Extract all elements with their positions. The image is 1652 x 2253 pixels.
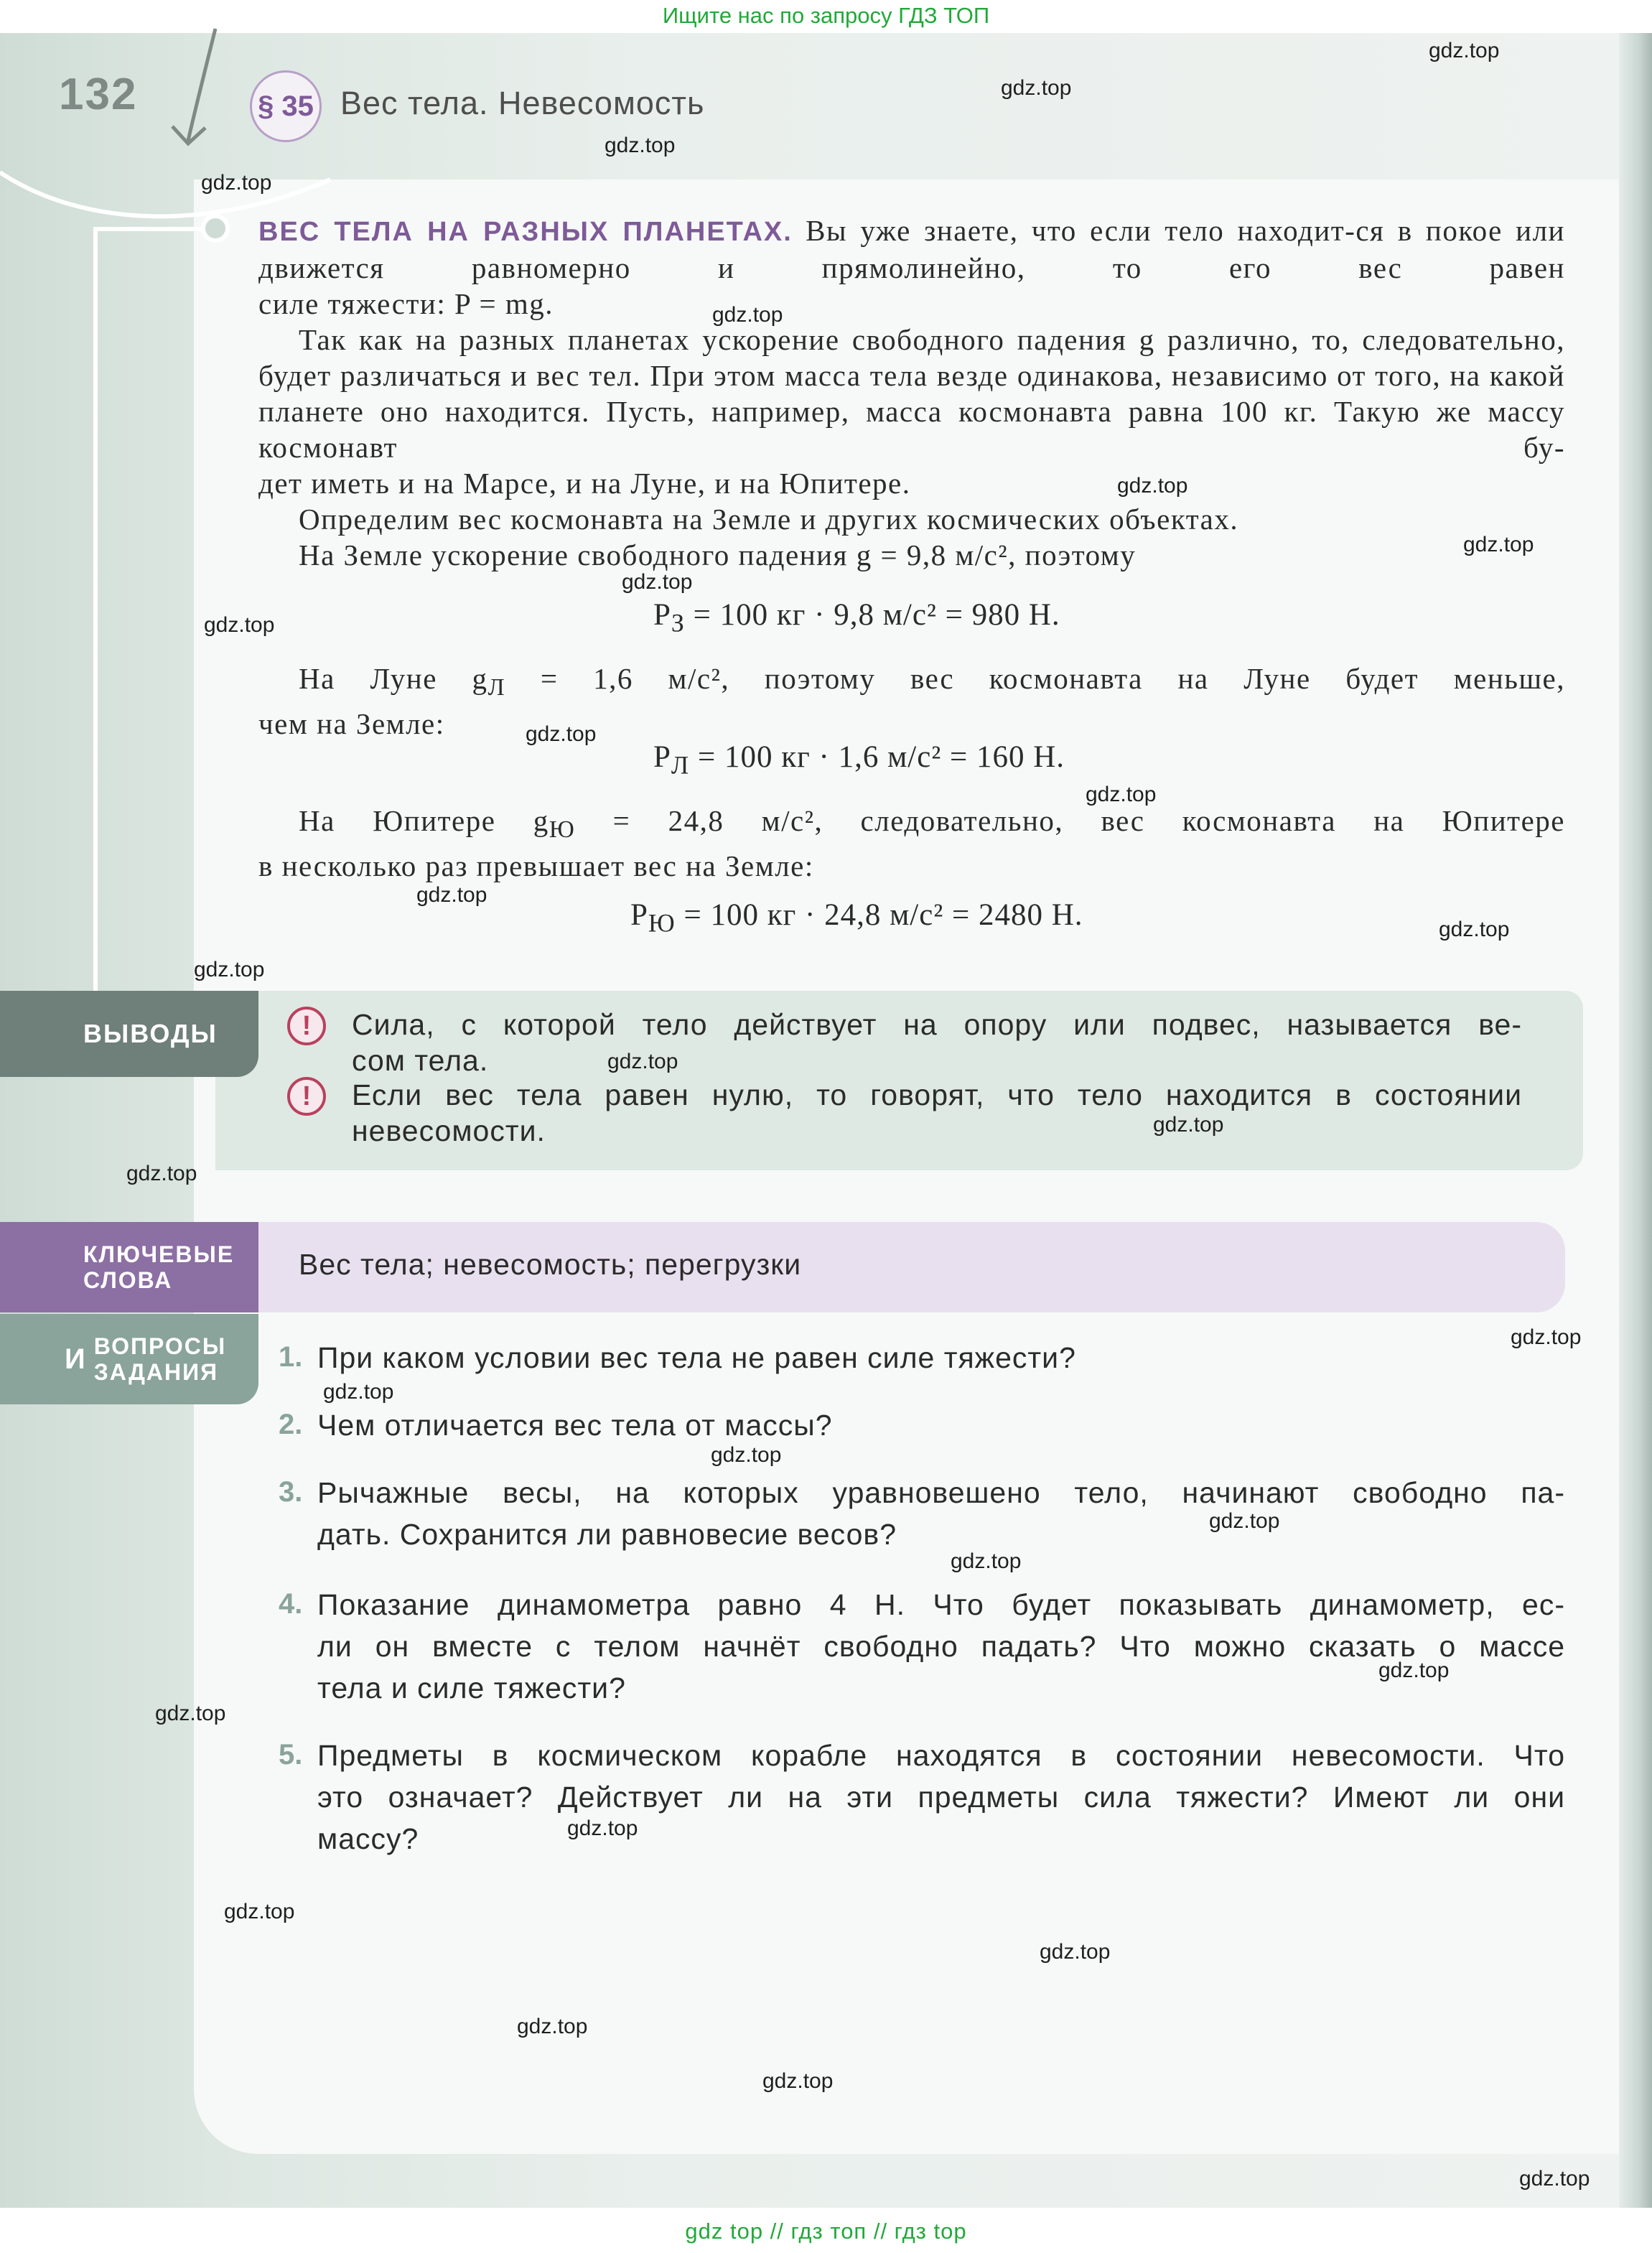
question-2 <box>317 1404 1565 1446</box>
guide-line-horizontal <box>93 227 208 231</box>
keywords-tab-line-2: СЛОВА <box>83 1267 173 1293</box>
watermark: gdz.top <box>1519 2167 1590 2191</box>
conclusion-2-line-1: Если вес тела равен нулю, то говорят, что тело находится в состоянии <box>352 1078 1522 1111</box>
watermark: gdz.top <box>194 958 265 981</box>
guide-line <box>93 227 98 1002</box>
question-4 <box>317 1584 1565 1709</box>
watermark: gdz.top <box>1463 533 1534 556</box>
guide-dot <box>201 214 230 243</box>
question-2-number: 2. <box>279 1409 303 1440</box>
question-5-line-2: это означает? Действует ли на эти предметы сила тяжести? Имеют ли они <box>317 1781 1565 1814</box>
watermark: gdz.top <box>1439 918 1510 941</box>
watermark: gdz.top <box>1086 783 1157 806</box>
watermark: gdz.top <box>622 570 693 594</box>
watermark: gdz.top <box>712 303 783 327</box>
paragraph-2-last-line: дет иметь и на Марсе, и на Луне, и на Юпитере. <box>258 467 911 500</box>
watermark: gdz.top <box>1378 1659 1450 1682</box>
formula-jupiter: $P_Ю = 100$ кг · 24,8 м/с² = 2480 Н. <box>630 898 1083 938</box>
paragraph-5-last-line: чем на Земле: <box>258 707 445 741</box>
question-5-line-3: массу? <box>317 1822 419 1855</box>
watermark: gdz.top <box>1429 39 1500 62</box>
watermark: gdz.top <box>1209 1509 1280 1533</box>
footer-links[interactable]: gdz top // гдз топ // гдз top <box>685 2219 967 2244</box>
conclusion-2-line-2: невесомости. <box>352 1114 546 1147</box>
exclamation-icon: ! <box>287 1077 326 1116</box>
watermark: gdz.top <box>1040 1940 1111 1964</box>
formula-moon: $P_Л = 100$ кг · 1,6 м/с² = 160 Н. <box>653 740 1065 780</box>
watermark: gdz.top <box>1117 474 1188 498</box>
conclusion-1 <box>352 1007 1522 1078</box>
keywords-tab <box>0 1222 258 1312</box>
conclusion-2 <box>352 1077 1522 1149</box>
watermark: gdz.top <box>567 1816 638 1840</box>
watermark: gdz.top <box>517 2015 588 2038</box>
paragraph-5-text: На Луне $g_Л = 1,6$ м/с², поэтому вес космонавта на Луне будет меньше, <box>299 662 1565 701</box>
watermark: gdz.top <box>201 171 272 195</box>
watermark: gdz.top <box>1511 1325 1582 1349</box>
watermark: gdz.top <box>951 1549 1022 1573</box>
question-1-number: 1. <box>279 1341 303 1373</box>
question-5-number: 5. <box>279 1739 303 1771</box>
page-edge <box>1619 29 1652 2211</box>
question-4-line-3: тела и силе тяжести? <box>317 1671 626 1704</box>
watermark: gdz.top <box>416 883 487 907</box>
question-5-line-1: Предметы в космическом корабле находятся в состоянии невесомости. Что <box>317 1739 1565 1772</box>
question-5 <box>317 1735 1565 1860</box>
paragraph-4: На Земле ускорение свободного падения g = 9,8 м/с², поэтому <box>299 538 1137 572</box>
paragraph-6 <box>258 803 1565 884</box>
watermark: gdz.top <box>224 1900 295 1923</box>
paragraph-1 <box>258 213 1565 322</box>
section-title: Вес тела. Невесомость <box>340 85 705 121</box>
exclamation-icon: ! <box>287 1007 326 1045</box>
question-4-number: 4. <box>279 1588 303 1620</box>
paragraph-2-text: Так как на разных планетах ускорение свободного падения g различно, то, следовательно, будет различаться и вес тел. При этом масса тела везде одинакова, независимо от того, на какой планете оно находится. Пусть, например, масса космонавта равна 100 кг. Такую же массу космонавт бу- <box>258 323 1565 464</box>
watermark: gdz.top <box>605 134 676 157</box>
watermark: gdz.top <box>711 1443 782 1467</box>
paragraph-5 <box>258 661 1565 742</box>
question-1-line-1: При каком условии вес тела не равен силе тяжести? <box>317 1341 1076 1374</box>
watermark: gdz.top <box>607 1050 678 1073</box>
formula-earth: $P_З = 100$ кг · 9,8 м/с² = 980 Н. <box>653 598 1060 638</box>
watermark: gdz.top <box>126 1162 197 1185</box>
questions-tab-and: И <box>65 1343 87 1375</box>
page-number: 132 <box>59 70 138 119</box>
top-banner[interactable]: Ищите нас по запросу ГДЗ ТОП <box>662 3 990 28</box>
paragraph-6-last-line: в несколько раз превышает вес на Земле: <box>258 849 814 883</box>
keywords-text: Вес тела; невесомость; перегрузки <box>299 1248 802 1281</box>
paragraph-1-text: Вы уже знаете, что если тело находит-ся в покое или движется равномерно и прямолинейно, то его вес равен <box>258 214 1565 284</box>
watermark: gdz.top <box>526 722 597 746</box>
topic-heading: ВЕС ТЕЛА НА РАЗНЫХ ПЛАНЕТАХ. <box>258 217 793 247</box>
question-1 <box>317 1337 1565 1379</box>
watermark: gdz.top <box>155 1702 226 1725</box>
questions-tab-line-2: ЗАДАНИЯ <box>93 1359 219 1385</box>
watermark: gdz.top <box>1001 76 1072 100</box>
paragraph-2 <box>258 322 1565 501</box>
section-badge: § 35 <box>250 70 322 142</box>
question-3-line-1: Рычажные весы, на которых уравновешено тело, начинают свободно па- <box>317 1476 1565 1509</box>
watermark: gdz.top <box>323 1380 394 1404</box>
watermark: gdz.top <box>204 613 275 637</box>
paragraph-6-text: На Юпитере $g_Ю = 24,8$ м/с², следовательно, вес космонавта на Юпитере <box>299 804 1565 844</box>
paragraph-3: Определим вес космонавта на Земле и других космических объектах. <box>299 503 1239 536</box>
paragraph-1-last-line: силе тяжести: P = mg. <box>258 287 554 320</box>
question-3 <box>317 1472 1565 1555</box>
question-2-line-1: Чем отличается вес тела от массы? <box>317 1409 833 1442</box>
conclusions-tab: ВЫВОДЫ <box>0 991 258 1077</box>
question-3-number: 3. <box>279 1476 303 1508</box>
watermark: gdz.top <box>762 2069 834 2093</box>
questions-tab-line-1: ВОПРОСЫ <box>93 1333 227 1359</box>
keywords-tab-line-1: КЛЮЧЕВЫЕ <box>83 1241 235 1267</box>
question-4-line-2: ли он вместе с телом начнёт свободно падать? Что можно сказать о массе <box>317 1630 1565 1663</box>
question-4-line-1: Показание динамометра равно 4 Н. Что будет показывать динамометр, ес- <box>317 1588 1565 1621</box>
conclusion-1-line-2: сом тела. <box>352 1044 489 1077</box>
watermark: gdz.top <box>1153 1113 1224 1137</box>
conclusion-1-line-1: Сила, с которой тело действует на опору или подвес, называется ве- <box>352 1008 1522 1041</box>
question-3-line-2: дать. Сохранится ли равновесие весов? <box>317 1518 897 1551</box>
questions-tab <box>0 1314 258 1404</box>
